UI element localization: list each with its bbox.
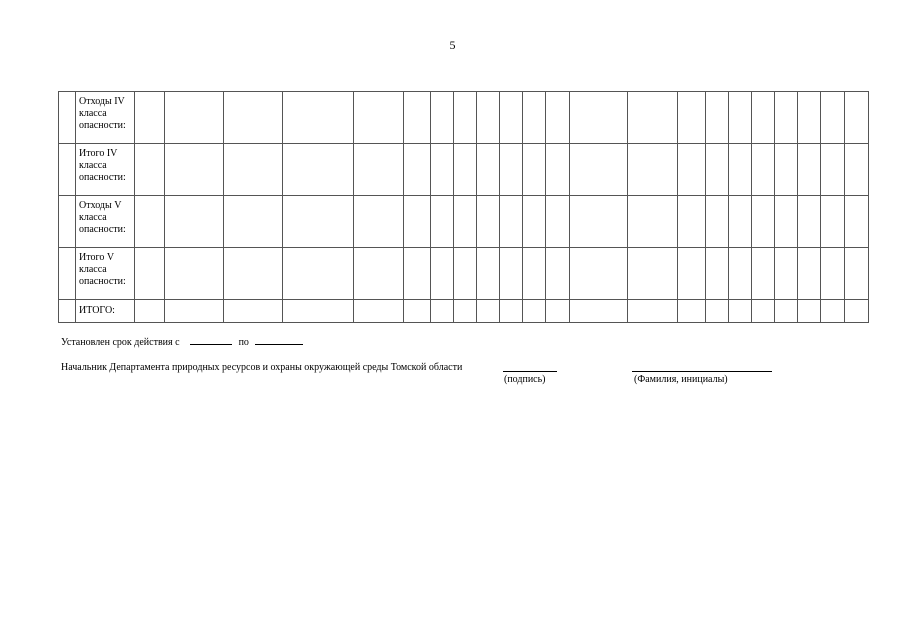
row-label [76,144,135,196]
table-cell [821,92,845,144]
row-label-line: ИТОГО: [79,305,115,316]
table-cell [798,144,821,196]
table-cell [570,144,628,196]
table-cell [500,300,523,323]
table-cell [845,92,869,144]
table-cell [224,144,283,196]
signature-caption: (подпись) [504,374,546,385]
table-cell [845,196,869,248]
table-cell [224,92,283,144]
table-cell [523,300,546,323]
table-cell [404,248,431,300]
table-cell [678,300,706,323]
table-cell [404,196,431,248]
table-cell [752,92,775,144]
table-cell [165,92,224,144]
table-cell [431,300,454,323]
table-cell [821,144,845,196]
name-caption: (Фамилия, инициалы) [634,374,728,385]
table-cell [283,300,354,323]
table-cell [546,300,570,323]
validity-from-blank [190,335,232,345]
table-cell [845,144,869,196]
table-cell [523,144,546,196]
table-cell [135,92,165,144]
table-cell [546,196,570,248]
table-cell [354,144,404,196]
table-cell [283,92,354,144]
table-cell [59,300,76,323]
table-cell [477,248,500,300]
table-cell [165,196,224,248]
table-row [59,300,869,323]
table-cell [628,300,678,323]
table-cell [570,196,628,248]
table-cell [678,248,706,300]
table-cell [431,196,454,248]
table-cell [454,144,477,196]
table-cell [135,196,165,248]
row-label-line: класса [79,264,107,275]
row-label [76,92,135,144]
table-cell [678,196,706,248]
table-cell [845,248,869,300]
table-cell [165,144,224,196]
table-cell [628,144,678,196]
table-cell [775,196,798,248]
table-cell [628,248,678,300]
table-cell [570,248,628,300]
page-number: 5 [449,38,456,52]
table-cell [500,92,523,144]
table-cell [523,196,546,248]
table-cell [224,196,283,248]
table-cell [706,196,729,248]
table-cell [477,300,500,323]
row-label-line: Отходы V [79,200,122,211]
table-cell [59,144,76,196]
table-cell [775,92,798,144]
table-row [59,144,869,196]
table-cell [165,300,224,323]
head-title: Начальник Департамента природных ресурсов и охраны окружающей среды Томской области [61,362,463,373]
row-label-line: опасности: [79,224,126,235]
table-cell [224,300,283,323]
table-cell [706,144,729,196]
table-cell [798,196,821,248]
table-cell [821,196,845,248]
table-cell [59,248,76,300]
row-label-line: Итого IV [79,148,118,159]
table-cell [798,300,821,323]
table-cell [546,144,570,196]
signature-line [503,362,557,372]
table-cell [283,144,354,196]
waste-table [58,91,869,323]
table-cell [729,248,752,300]
table-cell [431,144,454,196]
table-cell [283,248,354,300]
table-cell [546,92,570,144]
table-cell [135,300,165,323]
table-cell [431,92,454,144]
table-cell [628,196,678,248]
table-cell [752,300,775,323]
validity-to-label: по [238,337,249,348]
table-cell [523,248,546,300]
row-label-line: класса [79,108,107,119]
table-cell [546,248,570,300]
table-cell [500,144,523,196]
table-cell [706,248,729,300]
table-cell [706,92,729,144]
table-cell [729,144,752,196]
table-cell [729,92,752,144]
validity-label: Установлен срок действия с [61,337,180,348]
table-cell [454,92,477,144]
table-cell [775,248,798,300]
table-cell [477,196,500,248]
row-label [76,248,135,300]
table-cell [500,196,523,248]
table-cell [354,196,404,248]
table-cell [752,248,775,300]
table-cell [477,144,500,196]
table-cell [404,144,431,196]
table-cell [628,92,678,144]
table-cell [523,92,546,144]
table-cell [706,300,729,323]
table-cell [798,248,821,300]
table-cell [678,92,706,144]
table-cell [224,248,283,300]
table-cell [354,248,404,300]
table-cell [59,92,76,144]
table-cell [354,92,404,144]
table-cell [821,248,845,300]
table-cell [500,248,523,300]
table-cell [354,300,404,323]
row-label-line: Итого V [79,252,115,263]
table-cell [404,300,431,323]
table-cell [59,196,76,248]
row-label-line: опасности: [79,276,126,287]
table-cell [752,196,775,248]
table-row [59,248,869,300]
row-label-line: класса [79,212,107,223]
table-cell [570,300,628,323]
table-cell [570,92,628,144]
row-label-line: опасности: [79,120,126,131]
table-cell [752,144,775,196]
table-cell [775,300,798,323]
name-line [632,362,772,372]
table-cell [729,196,752,248]
table-cell [678,144,706,196]
table-cell [135,144,165,196]
table-cell [165,248,224,300]
table-cell [283,196,354,248]
table-row [59,92,869,144]
validity-period [61,335,303,348]
validity-to-blank [255,335,303,345]
table-cell [845,300,869,323]
table-cell [821,300,845,323]
table-row [59,196,869,248]
table-cell [477,92,500,144]
table-cell [454,196,477,248]
table-cell [798,92,821,144]
table-cell [404,92,431,144]
row-label [76,300,135,323]
table-cell [431,248,454,300]
table-cell [454,248,477,300]
table-cell [775,144,798,196]
row-label [76,196,135,248]
row-label-line: Отходы IV [79,96,125,107]
table-cell [135,248,165,300]
row-label-line: класса [79,160,107,171]
table-cell [454,300,477,323]
table-cell [729,300,752,323]
row-label-line: опасности: [79,172,126,183]
